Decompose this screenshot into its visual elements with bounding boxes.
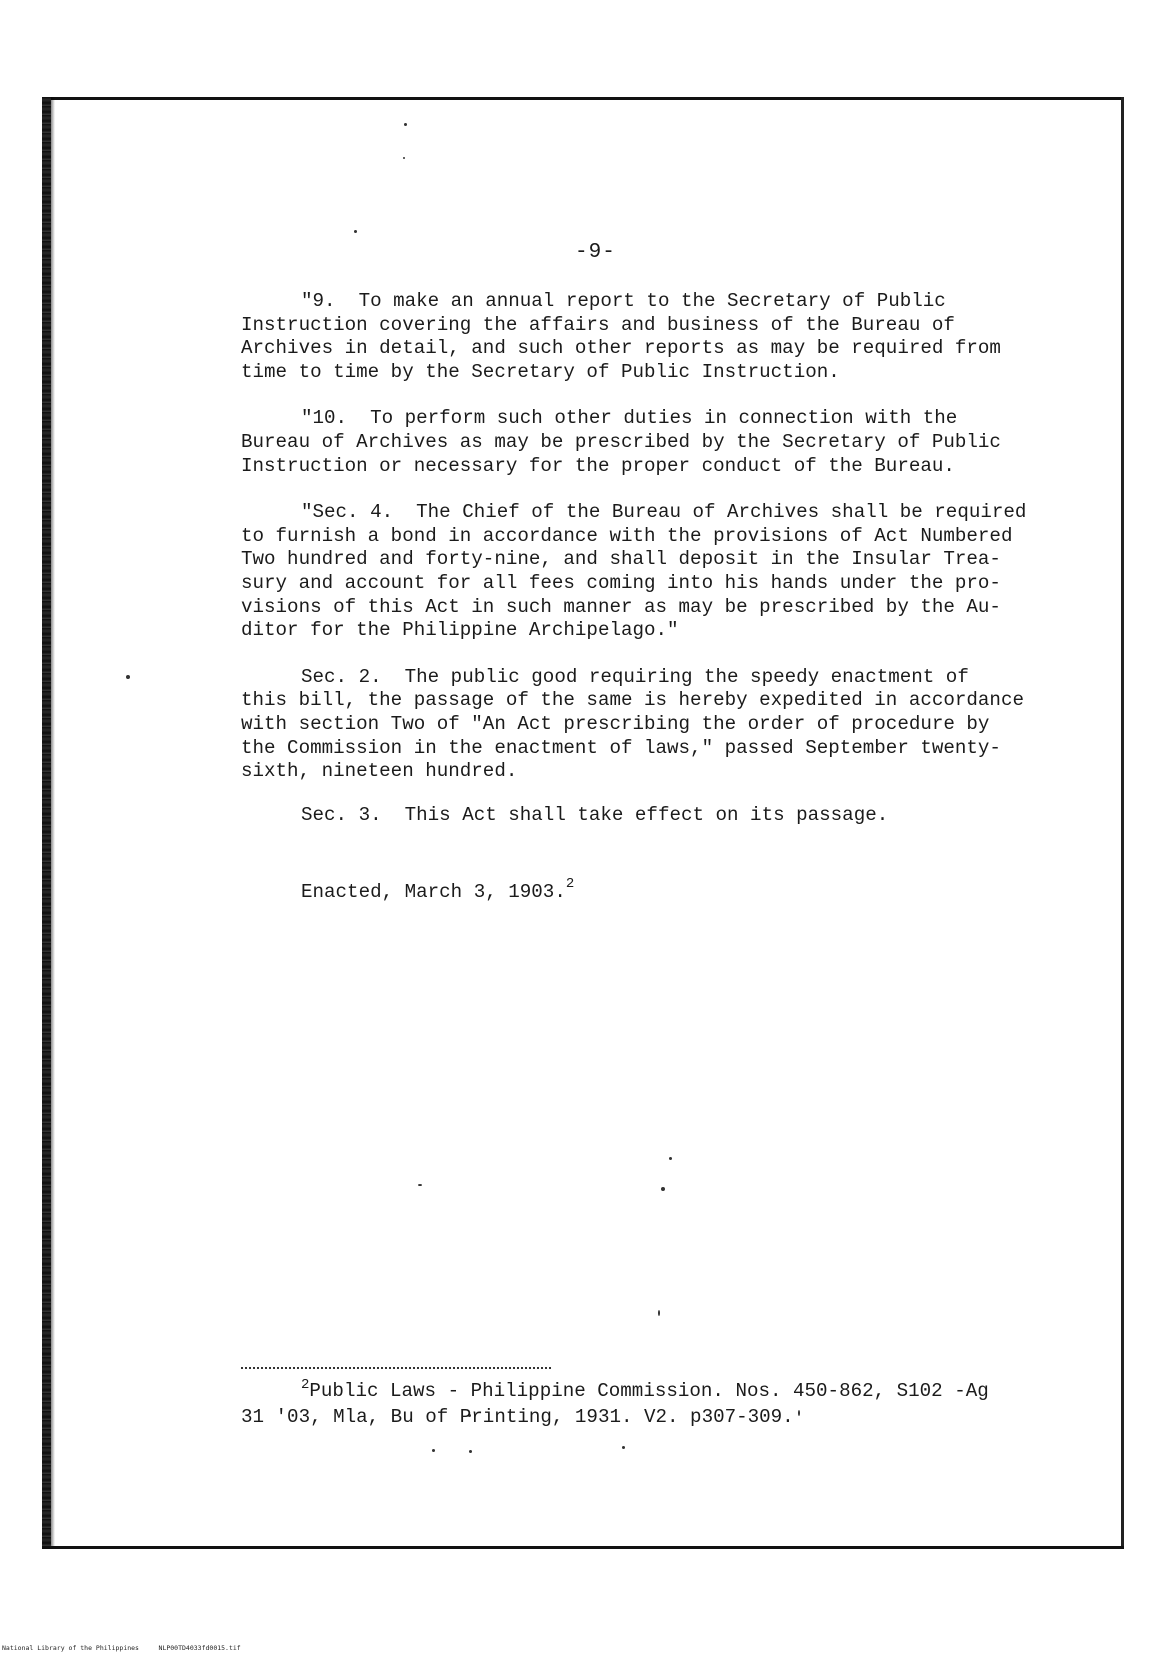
footnote-line: 31 '03, Mla, Bu of Printing, 1931. V2. p307-309. — [241, 1406, 794, 1428]
scan-speck — [622, 1446, 625, 1449]
scan-speck — [404, 123, 407, 126]
text-line: Archives in detail, and such other reports as may be required from — [241, 337, 1001, 360]
scan-speck — [126, 675, 130, 679]
text-line: "Sec. 4. The Chief of the Bureau of Archives shall be required — [301, 501, 1027, 524]
footnote-mark: 2 — [301, 1377, 310, 1393]
text-line: Instruction covering the affairs and business of the Bureau of — [241, 313, 955, 336]
frame-bottom-edge — [42, 1546, 1124, 1549]
text-line: Sec. 3. This Act shall take effect on its passage. — [301, 803, 889, 826]
footnote-line — [241, 1372, 989, 1404]
text-line: Instruction or necessary for the proper conduct of the Bureau. — [241, 454, 955, 477]
paragraph-item-9 — [241, 290, 1091, 384]
text-line: this bill, the passage of the same is hereby expedited in accordance — [241, 689, 1024, 712]
text-line: sury and account for all fees coming into his hands under the pro- — [241, 571, 1001, 594]
scan-speck — [354, 230, 357, 233]
document-body — [241, 290, 1091, 827]
scan-speck — [669, 1157, 672, 1160]
scan-speck — [403, 157, 405, 159]
text-line: "9. To make an annual report to the Secretary of Public — [301, 290, 946, 312]
text-line: visions of this Act in such manner as may be prescribed by the Au- — [241, 595, 1001, 618]
footnote-divider — [241, 1367, 551, 1369]
text-line: ditor for the Philippine Archipelago." — [241, 619, 679, 642]
paragraph-spacer — [241, 784, 1091, 804]
text-line: Sec. 2. The public good requiring the speedy enactment of — [301, 665, 969, 688]
text-line: "10. To perform such other duties in connection with the — [301, 407, 958, 430]
text-line: Bureau of Archives as may be prescribed by the Secretary of Public — [241, 430, 1001, 453]
footnote-text: Public Laws - Philippine Commission. Nos. 450-862, S102 -Ag — [309, 1380, 989, 1402]
paragraph-spacer — [241, 478, 1091, 501]
text-line: Two hundred and forty-nine, and shall deposit in the Insular Trea- — [241, 548, 1001, 571]
enactment-date — [301, 876, 574, 903]
text-line: to furnish a bond in accordance with the provisions of Act Numbered — [241, 524, 1013, 547]
scan-speck — [661, 1187, 665, 1191]
scan-speck — [432, 1449, 435, 1452]
frame-right-edge — [1121, 97, 1124, 1549]
text-line: time to time by the Secretary of Public Instruction. — [241, 360, 840, 383]
text-line: with section Two of "An Act prescribing the order of procedure by — [241, 712, 990, 735]
enactment-text: Enacted, March 3, 1903. — [301, 881, 566, 903]
page-number: -9- — [575, 241, 616, 264]
scan-speck — [469, 1450, 472, 1453]
frame-binding-shadow — [51, 97, 55, 1549]
scan-speck — [658, 1310, 660, 1316]
frame-top-edge — [42, 97, 1124, 100]
paragraph-spacer — [241, 384, 1091, 407]
paragraph-section-4 — [241, 501, 1091, 643]
footnote — [241, 1372, 989, 1430]
footnote-reference: 2 — [565, 876, 575, 892]
text-line: sixth, nineteen hundred. — [241, 760, 518, 783]
paragraph-section-2 — [241, 666, 1091, 784]
paragraph-item-10 — [241, 407, 1091, 478]
text-line: the Commission in the enactment of laws," passed September twenty- — [241, 736, 1001, 759]
scan-source-caption: National Library of the Philippines NLP00TD4033fd0015.tif — [2, 1644, 241, 1652]
frame-binding-edge — [42, 97, 51, 1549]
paragraph-section-3 — [241, 804, 1091, 828]
scan-speck — [418, 1184, 422, 1186]
paragraph-spacer — [241, 643, 1091, 666]
